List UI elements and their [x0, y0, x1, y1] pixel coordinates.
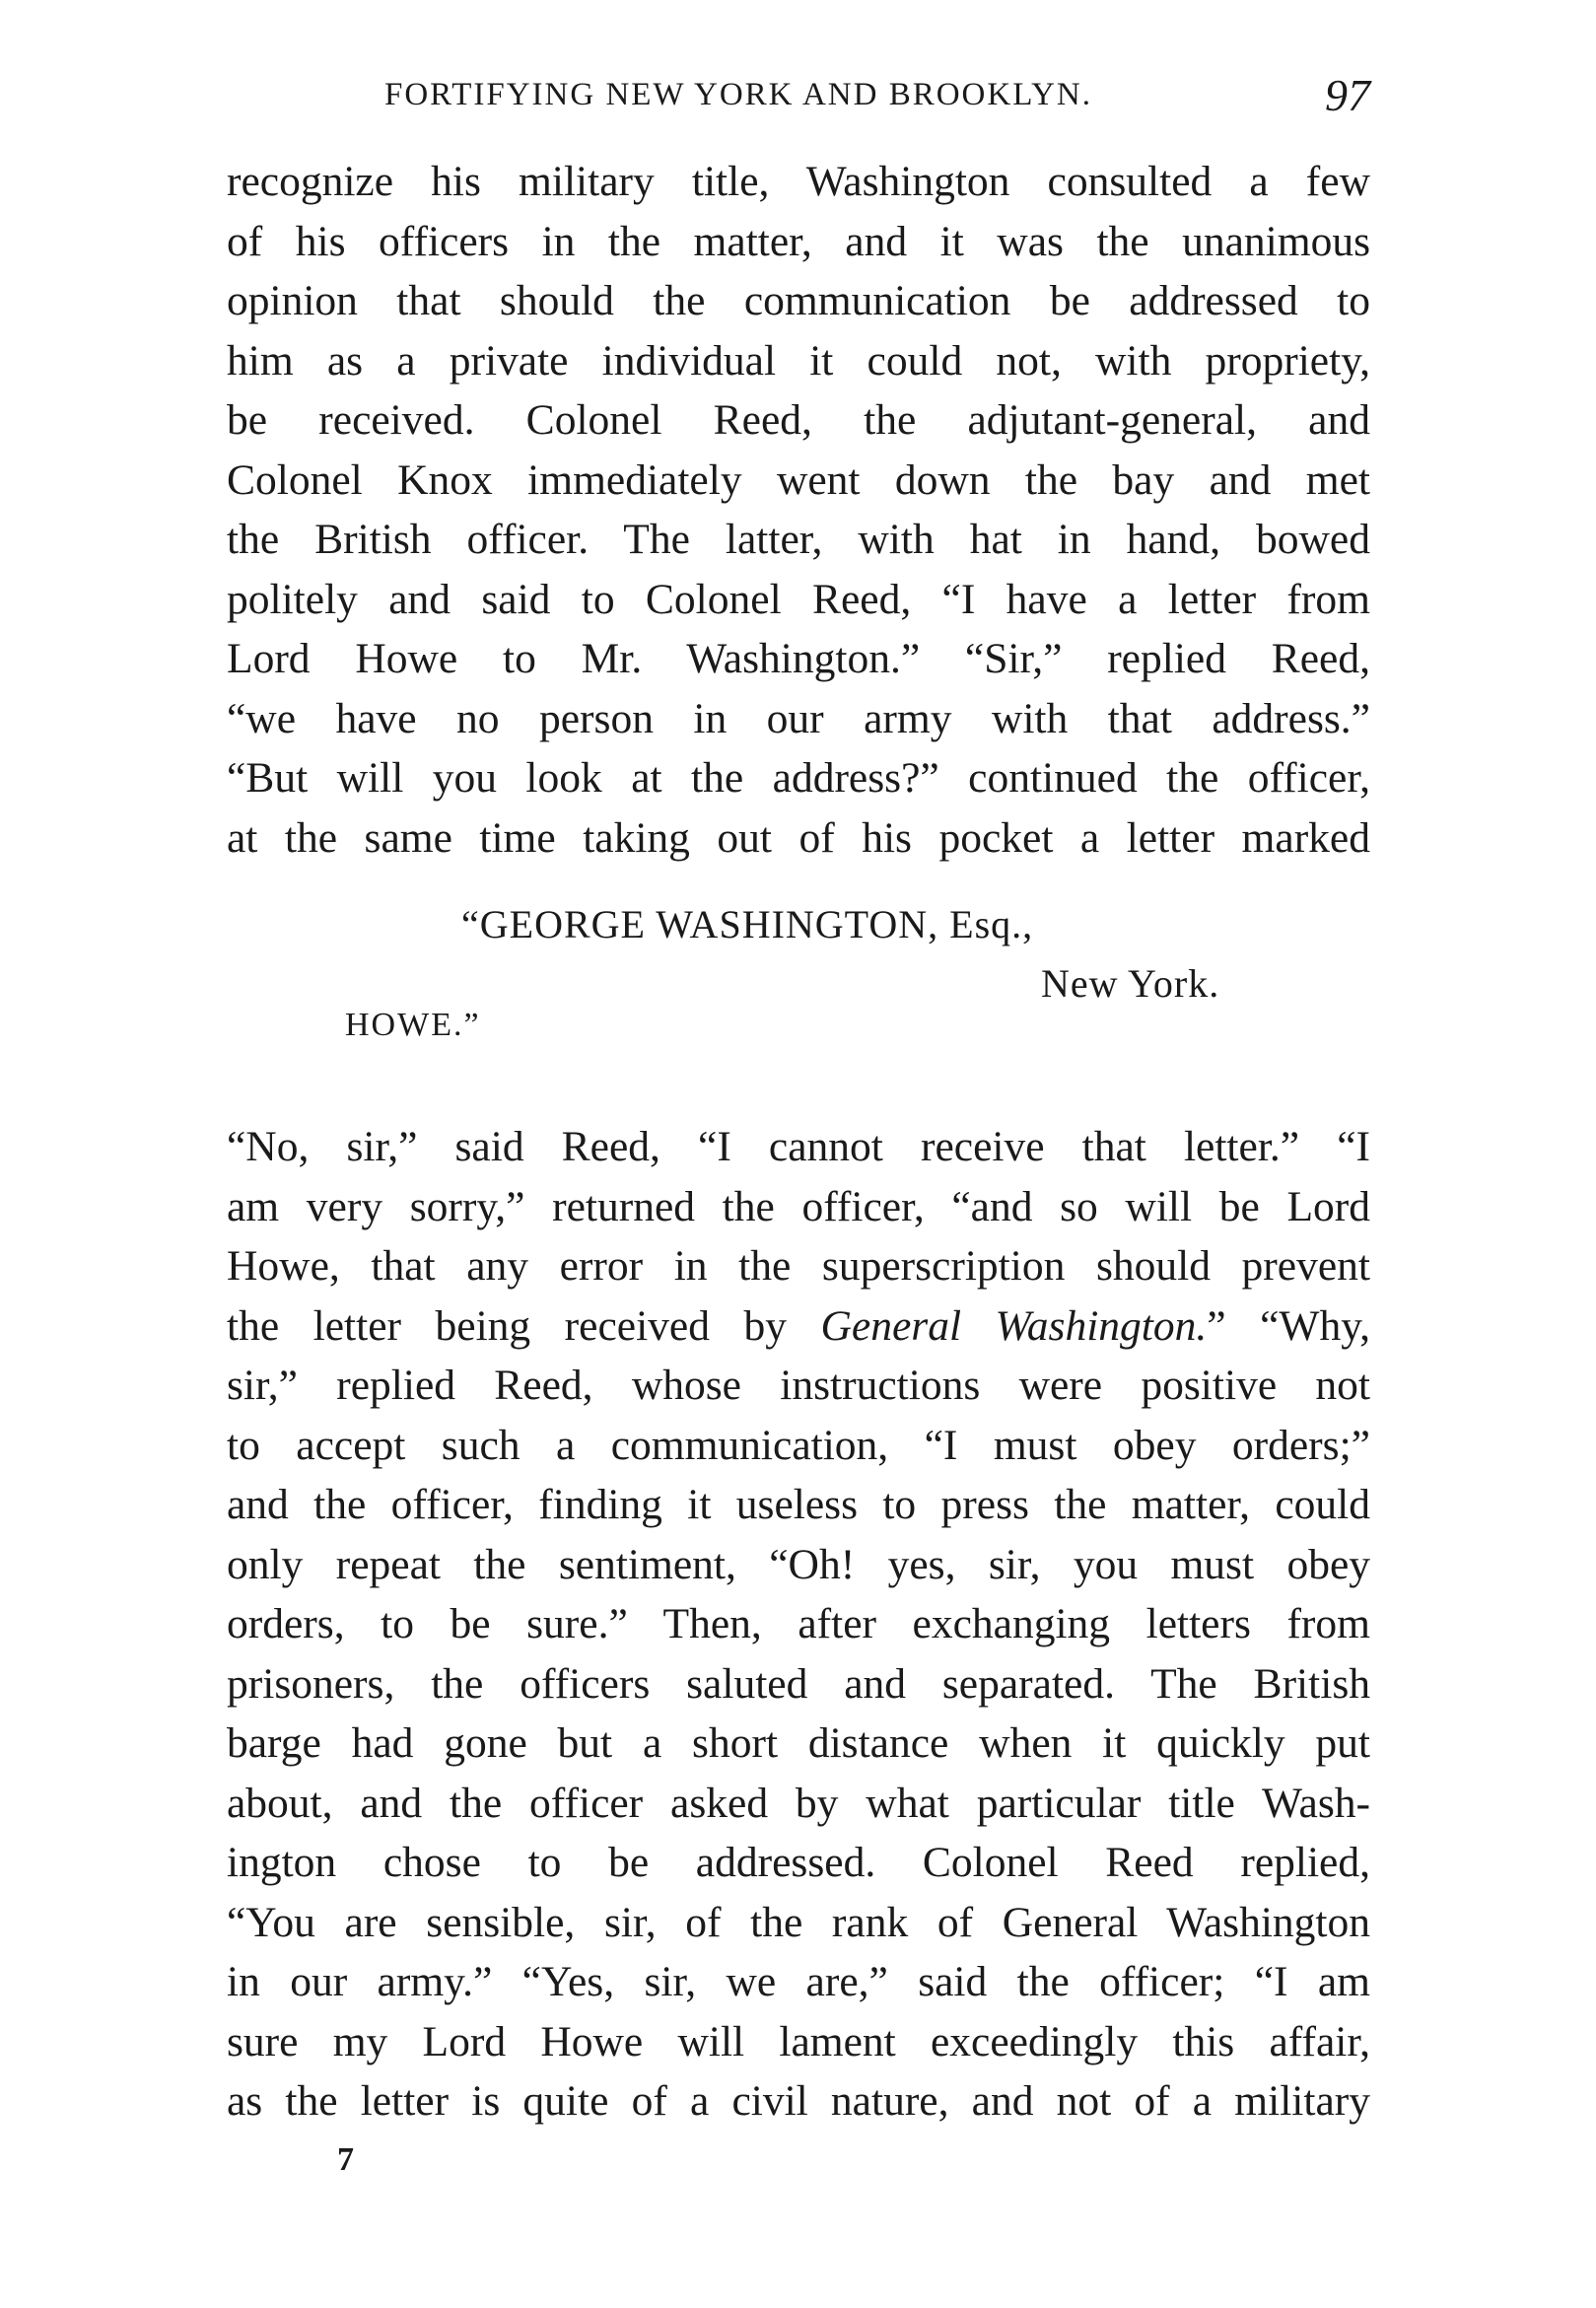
text-line: only repeat the sentiment, “Oh! yes, sir, you must obey	[227, 1540, 1370, 1588]
text-line: him as a private individual it could not, with propriety,	[227, 336, 1370, 385]
text-line: be received. Colonel Reed, the adjutant-general, and	[227, 396, 1370, 444]
text-line: barge had gone but a short distance when it quickly put	[227, 1719, 1370, 1767]
page-number: 97	[1325, 70, 1370, 120]
text-line: “we have no person in our army with that address.”	[227, 694, 1370, 742]
letter-address	[227, 893, 1370, 1071]
signature-mark: 7	[337, 2141, 354, 2178]
text-line: prisoners, the officers saluted and separated. The British	[227, 1659, 1370, 1708]
text-fragment: the letter being received by	[227, 1301, 821, 1350]
text-line: sir,” replied Reed, whose instructions were positive not	[227, 1362, 1370, 1409]
text-line: recognize his military title, Washington consulted a few	[227, 158, 1370, 205]
paragraph-1	[227, 152, 1370, 868]
text-line: Lord Howe to Mr. Washington.” “Sir,” replied Reed,	[227, 635, 1370, 682]
text-line: am very sorry,” returned the officer, “and so will be Lord	[227, 1182, 1370, 1230]
text-line: ington chose to be addressed. Colonel Reed replied,	[227, 1839, 1370, 1886]
text-line: sure my Lord Howe will lament exceedingly this affair,	[227, 2017, 1370, 2065]
address-line-city: New York.	[1041, 961, 1220, 1006]
text-fragment: ” “Why,	[1207, 1301, 1370, 1350]
running-head	[227, 69, 1370, 128]
text-line: orders, to be sure.” Then, after exchanging letters from	[227, 1600, 1370, 1647]
text-line: at the same time taking out of his pocket a letter marked	[227, 813, 1370, 862]
text-line: and the officer, finding it useless to press the matter, could	[227, 1481, 1370, 1528]
text-line: Colonel Knox immediately went down the bay and met	[227, 455, 1370, 504]
text-line: about, and the officer asked by what particular title Wash-	[227, 1779, 1370, 1827]
text-line-with-italic	[227, 1296, 1370, 1357]
address-line-name: “GEORGE WASHINGTON, Esq.,	[461, 902, 1034, 946]
text-line: the British officer. The latter, with hat in hand, bowed	[227, 516, 1370, 563]
text-line: “No, sir,” said Reed, “I cannot receive that letter.” “I	[227, 1123, 1370, 1170]
text-line: “You are sensible, sir, of the rank of General Washington	[227, 1898, 1370, 1946]
text-line: in our army.” “Yes, sir, we are,” said the officer; “I am	[227, 1958, 1370, 2005]
paragraph-2	[227, 1117, 1370, 2132]
text-line: Howe, that any error in the superscription should prevent	[227, 1242, 1370, 1290]
text-line: of his officers in the matter, and it was the unanimous	[227, 217, 1370, 265]
text-line: to accept such a communication, “I must obey orders;”	[227, 1421, 1370, 1469]
running-title: FORTIFYING NEW YORK AND BROOKLYN.	[384, 77, 1092, 112]
text-line: politely and said to Colonel Reed, “I have a letter from	[227, 575, 1370, 623]
text-line: as the letter is quite of a civil nature, and not of a military	[227, 2077, 1370, 2125]
text-line: opinion that should the communication be addressed to	[227, 277, 1370, 324]
address-line-sender: HOWE.”	[345, 1007, 481, 1043]
text-line: “But will you look at the address?” continued the officer,	[227, 754, 1370, 802]
italic-name: General Washington.	[820, 1301, 1208, 1350]
